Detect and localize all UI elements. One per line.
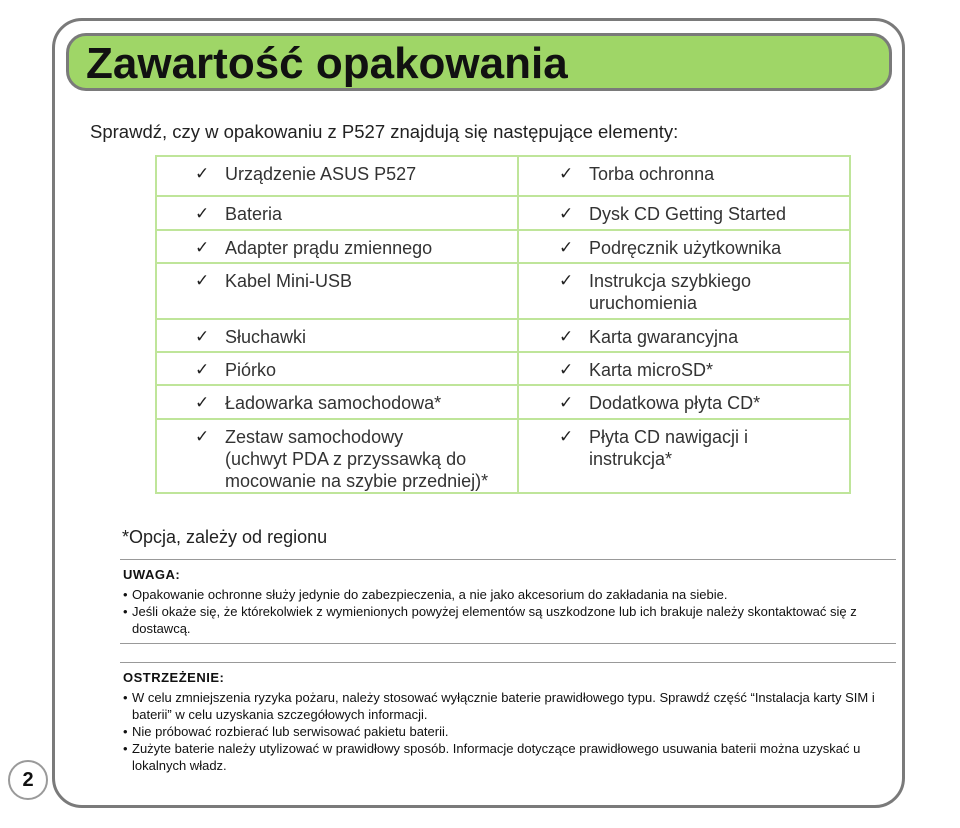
warning-list [123,689,892,774]
contents-cell-right [518,230,850,263]
checkmark-icon: ✓ [195,427,210,446]
item-label: Instrukcja szybkiego uruchomienia [589,271,752,313]
bullet-text: Nie próbować rozbierać lub serwisować pakietu baterii. [132,724,449,739]
bullet-item [123,723,892,740]
contents-cell-left [156,352,518,385]
item-label: Płyta CD nawigacji i instrukcja* [589,427,749,469]
contents-row [156,156,850,196]
item-label: Zestaw samochodowy (uchwyt PDA z przyssawką do mocowanie na szybie przedniej)* [225,427,489,491]
bullet-text: Opakowanie ochronne służy jedynie do zabezpieczenia, a nie jako akcesorium do zakładania na siebie. [132,587,728,602]
intro-text: Sprawdź, czy w opakowaniu z P527 znajdują się następujące elementy: [90,121,679,142]
bullet-item [123,689,892,723]
bullet-icon: • [123,741,128,756]
contents-row [156,319,850,352]
checkmark-icon: ✓ [559,393,574,412]
item-label: Dysk CD Getting Started [589,204,787,224]
contents-cell-right [518,156,850,196]
checkmark-icon: ✓ [195,204,210,223]
page-title: Zawartość opakowania [86,39,568,88]
warning-box [120,662,896,774]
checkmark-icon: ✓ [195,238,210,257]
item-label: Ładowarka samochodowa* [225,393,442,413]
contents-cell-left [156,419,518,493]
contents-row [156,196,850,230]
checkmark-icon: ✓ [559,238,574,257]
warning-heading: OSTRZEŻENIE: [123,670,225,685]
notice-list [123,586,892,637]
bullet-item [123,586,892,603]
item-label: Karta gwarancyjna [589,327,739,347]
item-label: Kabel Mini-USB [225,271,353,291]
checkmark-icon: ✓ [195,327,210,346]
contents-cell-left [156,196,518,230]
contents-table [155,155,851,494]
item-label: Urządzenie ASUS P527 [225,164,417,184]
checkmark-icon: ✓ [559,427,574,446]
contents-cell-right [518,352,850,385]
contents-cell-right [518,419,850,493]
item-label: Piórko [225,360,277,380]
contents-row [156,263,850,319]
contents-cell-left [156,385,518,419]
item-label: Karta microSD* [589,360,714,380]
bullet-icon: • [123,724,128,739]
contents-cell-right [518,196,850,230]
checkmark-icon: ✓ [559,164,574,183]
item-label: Torba ochronna [589,164,715,184]
bullet-text: Jeśli okaże się, że którekolwiek z wymienionych powyżej elementów są uszkodzone lub ich brakuje należy skontaktować się z dostawcą. [132,604,857,636]
page-number: 2 [8,760,48,800]
contents-cell-right [518,263,850,319]
checkmark-icon: ✓ [195,360,210,379]
item-label: Dodatkowa płyta CD* [589,393,761,413]
checkmark-icon: ✓ [195,164,210,183]
contents-cell-left [156,263,518,319]
item-label: Adapter prądu zmiennego [225,238,433,258]
checkmark-icon: ✓ [195,393,210,412]
item-label: Słuchawki [225,327,307,347]
item-label: Podręcznik użytkownika [589,238,782,258]
contents-cell-left [156,156,518,196]
checkmark-icon: ✓ [559,204,574,223]
footnote: *Opcja, zależy od regionu [122,527,328,547]
bullet-icon: • [123,690,128,705]
bullet-icon: • [123,587,128,602]
contents-row [156,352,850,385]
bullet-item [123,603,892,637]
checkmark-icon: ✓ [559,327,574,346]
contents-row [156,230,850,263]
checkmark-icon: ✓ [559,360,574,379]
contents-cell-right [518,319,850,352]
contents-row [156,385,850,419]
contents-row [156,419,850,493]
bullet-text: Zużyte baterie należy utylizować w prawidłowy sposób. Informacje dotyczące prawidłowego usuwania baterii można uzyskać u lokalnych władz. [132,741,861,773]
contents-cell-right [518,385,850,419]
notice-box [120,559,896,644]
checkmark-icon: ✓ [559,271,574,290]
bullet-text: W celu zmniejszenia ryzyka pożaru, należy stosować wyłącznie baterie prawidłowego typu. Sprawdź część “Instalacja karty SIM i baterii” w celu uzyskania szczegółowych informacji. [132,690,875,722]
contents-cell-left [156,319,518,352]
checkmark-icon: ✓ [195,271,210,290]
bullet-icon: • [123,604,128,619]
contents-cell-left [156,230,518,263]
notice-heading: UWAGA: [123,567,181,582]
item-label: Bateria [225,204,283,224]
bullet-item [123,740,892,774]
